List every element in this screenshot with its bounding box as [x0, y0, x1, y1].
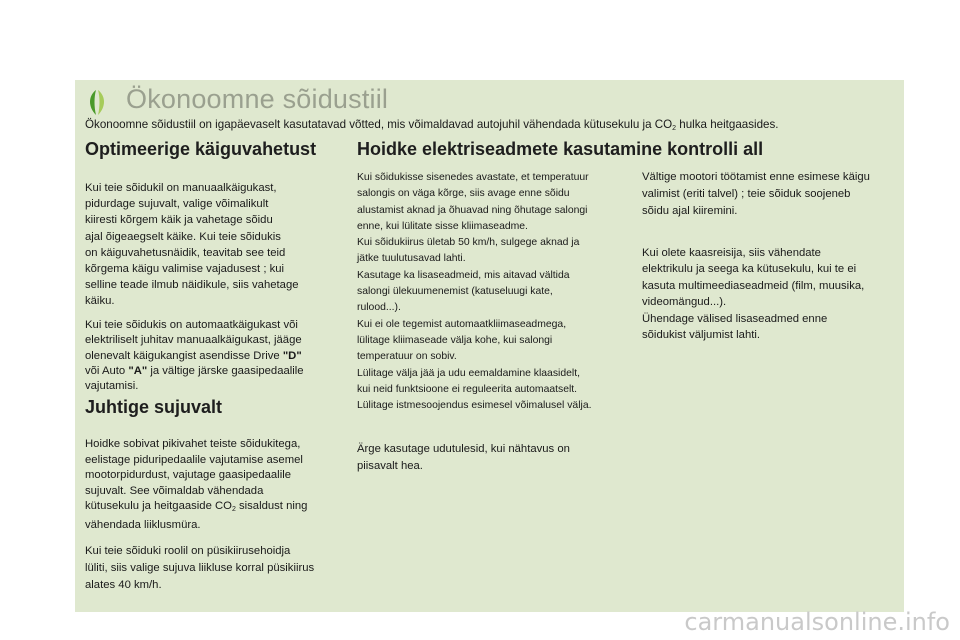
watermark: carmanualsonline.info: [684, 608, 950, 636]
manual-gearbox-paragraph: Kui teie sõidukil on manuaalkäigukast, pidurdage sujuvalt, valige võimalikult kiiresti kõrgem käik ja vahetage sõidu ajal õigeaegselt käike. Kui teie sõidukis on käiguvahetusnäidik, teavitab see teid kõrgema käigu valimise vajadusest ; kui selline teade ilmub näidikule, siis vahetage käiku.: [85, 182, 299, 308]
passenger-multimedia-paragraph: Kui olete kaasreisija, siis vähendate elektrikulu ja seega ka kütusekulu, kui te ei kasuta multimeediaseadmeid (film, muusika, videomängud...). Ühendage välised lisaseadmed enne sõidukist väljumist lahti.: [642, 247, 865, 342]
engine-idle-paragraph: Vältige mootori töötamist enne esimese käigu valimist (eriti talvel) ; teie sõiduk soojeneb sõidu ajal kiiremini.: [642, 171, 870, 217]
intro-text: Ökonoomne sõidustiil on igapäevaselt kasutatavad võtted, mis võimaldavad autojuhil vähendada kütusekulu ja $CO_2$ hulka heitgaasides.: [85, 118, 779, 132]
air-conditioning-paragraph: Kui sõidukisse sisenedes avastate, et temperatuur salongis on väga kõrge, siis avage enne sõidu alustamist aknad ja õhuavad ning õhutage salongi enne, kui lülitate sisse kliimaseadme. Kui sõidukiirus ületab 50 km/h, sulgege aknad ja jätke tuulutusavad lahti. Kasutage ka lisaseadmeid, mis aitavad vältida salongi ülekuumenemist (katuseluugi kate, rulood...). Kui ei ole tegemist automaatkliimaseadmega, lülitage kliimaseade välja kohe, kui salongi temperatuur on sobiv. Lülitage välja jää ja udu eemaldamine klaasidelt, kui neid funktsioone ei reguleerita automaatselt. Lülitage istmesoojendus esimesel võimalusel välja.: [357, 172, 592, 412]
cruise-control-paragraph: Kui teie sõiduki roolil on püsikiirusehoidja lüliti, siis valige sujuva liikluse korral püsikiirus alates 40 km/h.: [85, 545, 315, 591]
heading-optimize-gears: Optimeerige käiguvahetust: [85, 139, 317, 159]
page-title: Ökonoomne sõidustiil: [126, 84, 389, 114]
heading-drive-smoothly: Juhtige sujuvalt: [85, 397, 223, 417]
heading-electrical-equipment: Hoidke elektriseadmete kasutamine kontrolli all: [357, 139, 764, 159]
smooth-driving-paragraph: Hoidke sobivat pikivahet teiste sõidukitega, eelistage piduripedaalile vajutamise asemel mootorpidurdust, vajutage gaasipedaalile sujuvalt. See võimaldab vähendada kütusekulu ja heitgaaside $CO_2$ sisaldust ning vähendada liiklusmüra.: [85, 438, 308, 531]
automatic-gearbox-paragraph: Kui teie sõidukis on automaatkäigukast või elektriliselt juhitav manuaalkäigukast, jääge olenevalt käigukangist asendisse Drive "D" või Auto "A" ja vältige järske gaasipedaalile vajutamisi.: [85, 319, 304, 393]
leaf-icon: [85, 87, 109, 117]
fog-lights-paragraph: Ärge kasutage udutulesid, kui nähtavus on piisavalt hea.: [357, 443, 570, 472]
